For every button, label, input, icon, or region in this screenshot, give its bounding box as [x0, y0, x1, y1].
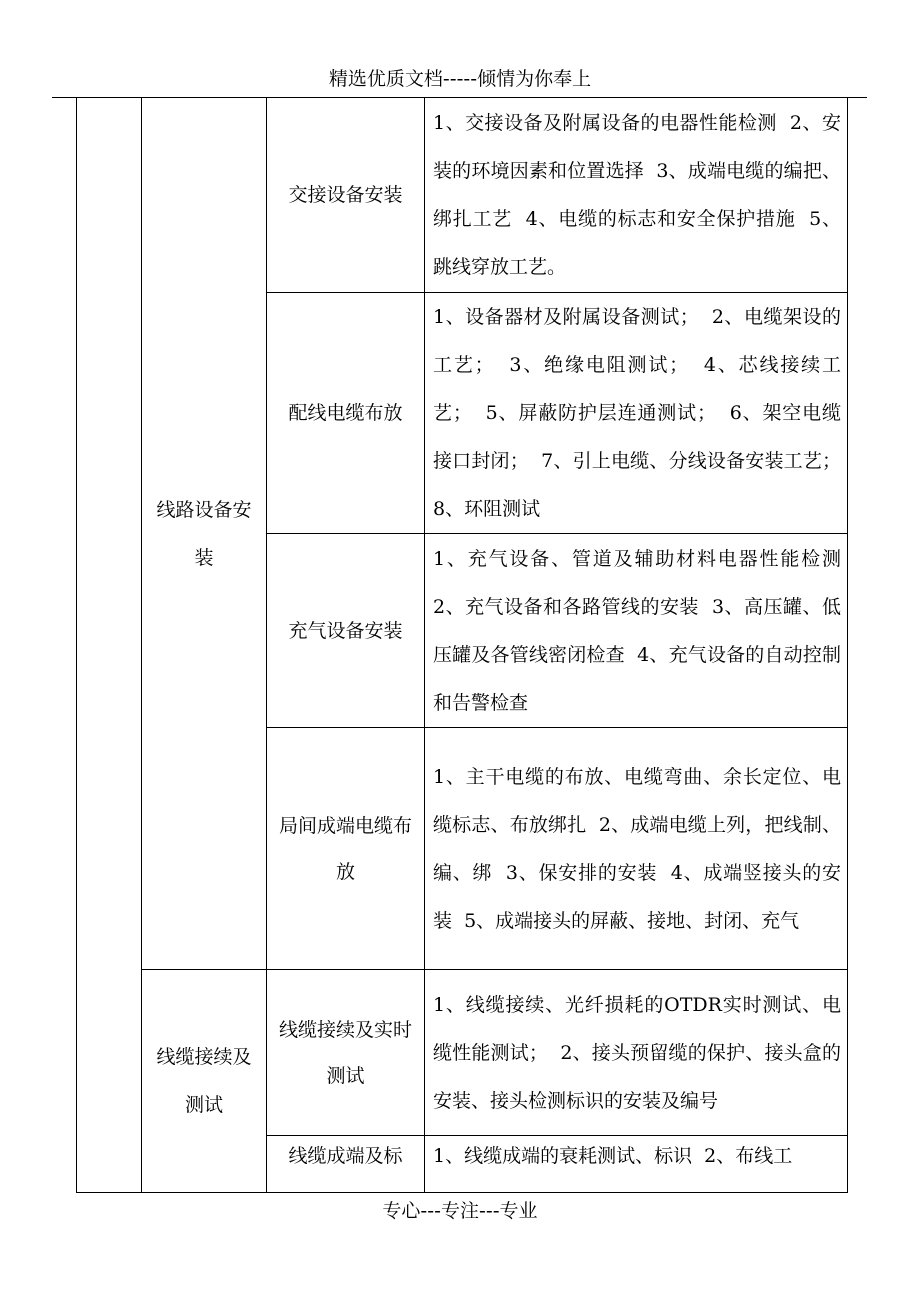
item-name: 充气设备安装	[288, 619, 403, 642]
page-header: 精选优质文档-----倾情为你奉上	[328, 68, 592, 90]
item-name-cell	[267, 970, 425, 1136]
item-detail: 1、交接设备及附属设备的电器性能检测 2、安装的环境因素和位置选择 3、成端电缆的编把、绑扎工艺 4、电缆的标志和安全保护措施 5、跳线穿放工艺。	[433, 112, 841, 278]
item-name: 局间成端电缆布放	[279, 814, 413, 883]
item-detail-cell	[425, 293, 854, 534]
item-detail-cell	[425, 1136, 848, 1193]
table-row	[77, 98, 848, 293]
item-detail: 1、线缆接续、光纤损耗的OTDR实时测试、电缆性能测试； 2、接头预留缆的保护、接头盒的安装、接头检测标识的安装及编号	[433, 993, 841, 1112]
category-label: 线路设备安装	[156, 498, 252, 569]
item-detail-cell	[425, 970, 848, 1136]
item-name: 线缆接续及实时测试	[279, 1018, 413, 1087]
item-detail-cell	[425, 534, 854, 728]
page-footer: 专心---专注---专业	[382, 1200, 538, 1222]
item-name-cell	[267, 293, 425, 534]
item-detail: 1、主干电缆的布放、电缆弯曲、余长定位、电缆标志、布放绑扎 2、成端电缆上列，把线制、编、绑 3、保安排的安装 4、成端竖接头的安装 5、成端接头的屏蔽、接地、封闭、充气	[433, 765, 841, 932]
item-detail: 1、设备器材及附属设备测试； 2、电缆架设的工艺； 3、绝缘电阻测试； 4、芯线接续工艺； 5、屏蔽防护层连通测试； 6、架空电缆接口封闭； 7、引上电缆、分线设备安装工艺； 8、环阻测试	[433, 306, 854, 520]
item-detail-cell	[425, 728, 848, 970]
item-name: 配线电缆布放	[288, 402, 403, 424]
item-name: 交接设备安装	[288, 184, 403, 206]
table-row	[77, 970, 848, 1136]
item-detail-cell	[425, 98, 848, 293]
item-name-cell	[267, 728, 425, 970]
item-name-cell	[267, 534, 425, 728]
category-label: 线缆接续及测试	[156, 1046, 252, 1116]
item-name-cell	[267, 98, 425, 293]
blank-column-cell	[77, 98, 142, 1193]
item-detail: 1、线缆成端的衰耗测试、标识 2、布线工	[433, 1145, 793, 1167]
inspection-table	[76, 97, 854, 1193]
category-cell	[142, 98, 267, 970]
item-name: 线缆成端及标	[288, 1145, 403, 1167]
item-name-cell	[267, 1136, 425, 1193]
category-cell	[142, 970, 267, 1193]
item-detail: 1、充气设备、管道及辅助材料电器性能检测 2、充气设备和各路管线的安装 3、高压罐、低压罐及各管线密闭检查 4、充气设备的自动控制和告警检查	[433, 547, 854, 714]
